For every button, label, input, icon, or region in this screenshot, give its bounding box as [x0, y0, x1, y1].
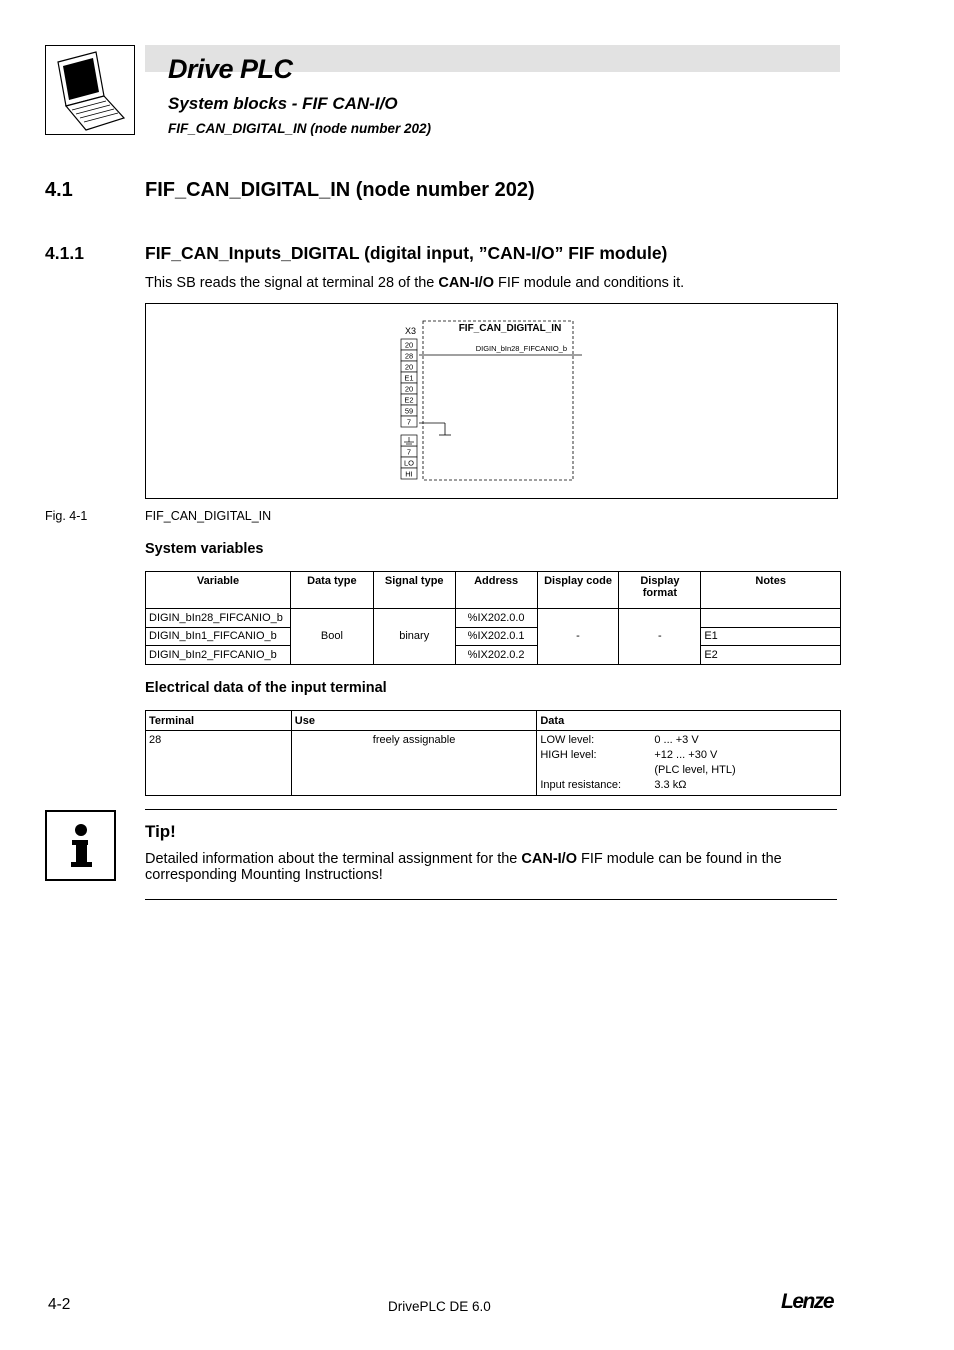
terminal-pin-label: E1 — [404, 373, 414, 383]
subsection-number: 4.1.1 — [45, 243, 84, 263]
cell-notes: E1 — [701, 627, 841, 646]
connector-label: X3 — [405, 326, 417, 336]
page-number: 4-2 — [48, 1296, 71, 1313]
cell-data-type: Bool — [290, 609, 373, 665]
brand-logo: Lenze — [781, 1290, 834, 1313]
terminal-pin-label: 7 — [406, 447, 412, 457]
table-row — [146, 731, 841, 796]
col-display-format: Display format — [619, 572, 701, 609]
terminal-pin-label: 20 — [404, 340, 414, 350]
system-variables-heading: System variables — [145, 541, 264, 557]
terminal-pin-label: 7 — [406, 417, 412, 427]
laptop-icon — [45, 45, 135, 135]
col-display-code: Display code — [537, 572, 619, 609]
document-id: DrivePLC DE 6.0 — [388, 1299, 491, 1314]
table-row — [146, 627, 841, 646]
table-row — [146, 609, 841, 628]
col-variable: Variable — [146, 572, 291, 609]
output-signal-label: DIGIN_bIn28_FIFCANIO_b — [475, 344, 567, 353]
section-number: 4.1 — [45, 179, 73, 201]
col-data: Data — [537, 711, 841, 731]
intro-paragraph: This SB reads the signal at terminal 28 of the CAN-I/O FIF module and conditions it. — [145, 275, 685, 291]
terminal-pin-label: 59 — [404, 406, 414, 416]
block-title: FIF_CAN_DIGITAL_IN — [458, 323, 562, 334]
figure-caption: FIF_CAN_DIGITAL_IN — [145, 509, 272, 523]
cell-notes: E2 — [701, 646, 841, 665]
cell-display-format: - — [619, 609, 701, 665]
cell-terminal: 28 — [146, 731, 292, 796]
data-line: LOW level: 0 ... +3 V — [540, 734, 699, 746]
block-diagram — [395, 318, 595, 488]
tip-rule-top — [145, 809, 837, 810]
page-title: Drive PLC — [168, 54, 293, 84]
cell-address: %IX202.0.2 — [455, 646, 537, 665]
terminal-pin-label: 20 — [404, 384, 414, 394]
terminal-pin-label: E2 — [404, 395, 414, 405]
electrical-data-table — [145, 710, 841, 796]
figure-label: Fig. 4-1 — [45, 509, 88, 523]
table-header-row — [146, 572, 841, 609]
section-title: FIF_CAN_DIGITAL_IN (node number 202) — [145, 179, 535, 201]
cell-address: %IX202.0.1 — [455, 627, 537, 646]
col-use: Use — [291, 711, 537, 731]
cell-display-code: - — [537, 609, 619, 665]
cell-variable: DIGIN_bIn2_FIFCANIO_b — [146, 646, 291, 665]
info-icon — [45, 810, 116, 881]
system-variables-table — [145, 571, 841, 665]
terminal-pin-label: HI — [405, 469, 413, 479]
table-row — [146, 646, 841, 665]
cell-signal-type: binary — [373, 609, 455, 665]
cell-use: freely assignable — [291, 731, 537, 796]
col-address: Address — [455, 572, 537, 609]
cell-variable: DIGIN_bIn28_FIFCANIO_b — [146, 609, 291, 628]
electrical-data-heading: Electrical data of the input terminal — [145, 680, 387, 696]
col-terminal: Terminal — [146, 711, 292, 731]
cell-notes — [701, 609, 841, 628]
header-subtitle: System blocks - FIF CAN-I/O — [168, 94, 398, 113]
subsection-title: FIF_CAN_Inputs_DIGITAL (digital input, ”CAN-I/O” FIF module) — [145, 243, 668, 263]
terminal-pin-label: 20 — [404, 362, 414, 372]
cell-address: %IX202.0.0 — [455, 609, 537, 628]
data-line: (PLC level, HTL) — [654, 764, 736, 776]
data-line: HIGH level: +12 ... +30 V — [540, 749, 718, 761]
cell-data — [537, 731, 841, 796]
col-signal-type: Signal type — [373, 572, 455, 609]
terminal-pin-label: LO — [403, 458, 415, 468]
tip-title: Tip! — [145, 822, 176, 841]
tip-text: Detailed information about the terminal assignment for the CAN-I/O FIF module can be found in the corresponding Mounting Instructions! — [145, 851, 782, 883]
header-subsubtitle: FIF_CAN_DIGITAL_IN (node number 202) — [168, 121, 432, 136]
table-header-row — [146, 711, 841, 731]
terminal-pin-label: 28 — [404, 351, 414, 361]
cell-variable: DIGIN_bIn1_FIFCANIO_b — [146, 627, 291, 646]
data-line: Input resistance: 3.3 kΩ — [540, 779, 687, 791]
col-data-type: Data type — [290, 572, 373, 609]
tip-rule-bottom — [145, 899, 837, 900]
col-notes: Notes — [701, 572, 841, 609]
